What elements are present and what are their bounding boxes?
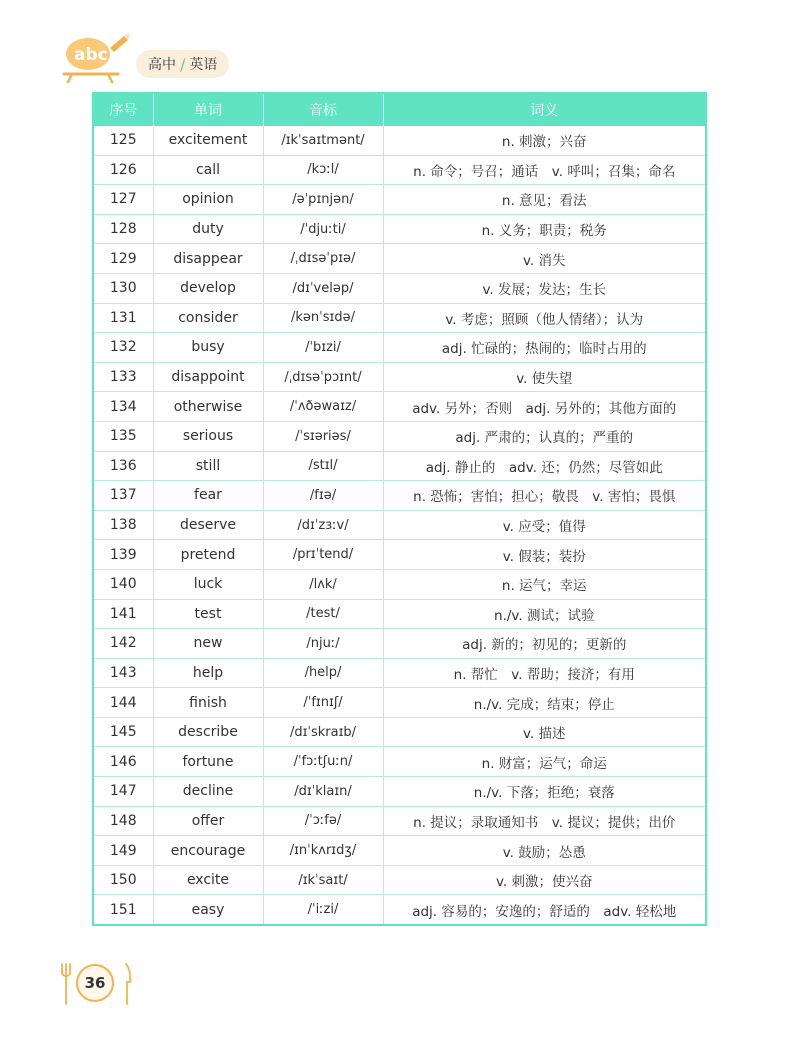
cell-meaning: v. 消失 bbox=[383, 244, 706, 274]
cell-meaning: n./v. 完成；结束；停止 bbox=[383, 688, 706, 718]
cell-number: 150 bbox=[93, 865, 153, 895]
cell-meaning: n./v. 下落；拒绝；衰落 bbox=[383, 777, 706, 807]
cell-word: fear bbox=[153, 481, 263, 511]
cell-phonetic: /lʌk/ bbox=[263, 569, 383, 599]
table-row bbox=[93, 836, 706, 866]
cell-number: 128 bbox=[93, 214, 153, 244]
cell-number: 141 bbox=[93, 599, 153, 629]
cell-meaning: n. 提议；录取通知书 v. 提议；提供；出价 bbox=[383, 806, 706, 836]
cell-number: 135 bbox=[93, 421, 153, 451]
cell-phonetic: /ɪnˈkʌrɪdʒ/ bbox=[263, 836, 383, 866]
cell-number: 145 bbox=[93, 717, 153, 747]
cell-number: 144 bbox=[93, 688, 153, 718]
table-row bbox=[93, 214, 706, 244]
cell-phonetic: /ˈɔːfə/ bbox=[263, 806, 383, 836]
cell-number: 132 bbox=[93, 333, 153, 363]
cell-meaning: n. 命令；号召；通话 v. 呼叫；召集；命名 bbox=[383, 155, 706, 185]
cell-word: disappear bbox=[153, 244, 263, 274]
cell-number: 131 bbox=[93, 303, 153, 333]
table-row bbox=[93, 392, 706, 422]
table-row bbox=[93, 244, 706, 274]
cell-word: finish bbox=[153, 688, 263, 718]
separator: / bbox=[180, 54, 186, 74]
cell-meaning: n. 义务；职责；税务 bbox=[383, 214, 706, 244]
cell-number: 130 bbox=[93, 273, 153, 303]
cell-word: help bbox=[153, 658, 263, 688]
cell-phonetic: /ˈʌðəwaɪz/ bbox=[263, 392, 383, 422]
cell-number: 139 bbox=[93, 540, 153, 570]
cell-word: luck bbox=[153, 569, 263, 599]
cell-meaning: adj. 忙碌的；热闹的；临时占用的 bbox=[383, 333, 706, 363]
header-word: 单词 bbox=[153, 93, 263, 126]
table-row bbox=[93, 362, 706, 392]
cell-word: new bbox=[153, 629, 263, 659]
cell-phonetic: /dɪˈzɜːv/ bbox=[263, 510, 383, 540]
cell-number: 148 bbox=[93, 806, 153, 836]
cell-meaning: adv. 另外；否则 adj. 另外的；其他方面的 bbox=[383, 392, 706, 422]
cell-word: excite bbox=[153, 865, 263, 895]
table-row bbox=[93, 540, 706, 570]
cell-meaning: v. 假装；装扮 bbox=[383, 540, 706, 570]
cell-number: 147 bbox=[93, 777, 153, 807]
table-row bbox=[93, 658, 706, 688]
cell-meaning: n. 恐怖；害怕；担心；敬畏 v. 害怕；畏惧 bbox=[383, 481, 706, 511]
cell-number: 151 bbox=[93, 895, 153, 925]
cell-phonetic: /test/ bbox=[263, 599, 383, 629]
table-row bbox=[93, 333, 706, 363]
subject-badge bbox=[136, 50, 229, 78]
header-phonetic: 音标 bbox=[263, 93, 383, 126]
cell-meaning: n./v. 测试；试验 bbox=[383, 599, 706, 629]
table-row bbox=[93, 569, 706, 599]
cell-meaning: v. 使失望 bbox=[383, 362, 706, 392]
table-row bbox=[93, 421, 706, 451]
table-row bbox=[93, 777, 706, 807]
cell-phonetic: /help/ bbox=[263, 658, 383, 688]
cell-meaning: adj. 容易的；安逸的；舒适的 adv. 轻松地 bbox=[412, 903, 677, 920]
table-row bbox=[93, 599, 706, 629]
cell-word: disappoint bbox=[153, 362, 263, 392]
cell-meaning: v. 鼓励；怂恿 bbox=[383, 836, 706, 866]
cell-number: 125 bbox=[93, 126, 153, 155]
cell-word: encourage bbox=[153, 836, 263, 866]
cell-phonetic: /əˈpɪnjən/ bbox=[263, 185, 383, 215]
cell-meaning: v. 描述 bbox=[383, 717, 706, 747]
cell-word: call bbox=[153, 155, 263, 185]
table-row bbox=[93, 451, 706, 481]
cell-word: serious bbox=[153, 421, 263, 451]
table-row bbox=[93, 895, 706, 925]
table-row bbox=[93, 155, 706, 185]
level-label: 高中 bbox=[148, 57, 176, 73]
table-row bbox=[93, 510, 706, 540]
cell-phonetic: /stɪl/ bbox=[263, 451, 383, 481]
cell-word: describe bbox=[153, 717, 263, 747]
cell-phonetic: /ˈdjuːti/ bbox=[263, 214, 383, 244]
cell-phonetic: /kɔːl/ bbox=[263, 155, 383, 185]
cell-meaning: n. 帮忙 v. 帮助；接济；有用 bbox=[383, 658, 706, 688]
cell-word: decline bbox=[153, 777, 263, 807]
header-number: 序号 bbox=[93, 93, 153, 126]
table-row bbox=[93, 273, 706, 303]
cell-phonetic: /ɪkˈsaɪtmənt/ bbox=[263, 126, 383, 155]
cell-number: 134 bbox=[93, 392, 153, 422]
cell-word: opinion bbox=[153, 185, 263, 215]
cell-phonetic: /ˌdɪsəˈpɔɪnt/ bbox=[263, 362, 383, 392]
cell-phonetic: /prɪˈtend/ bbox=[263, 540, 383, 570]
cell-word: fortune bbox=[153, 747, 263, 777]
cell-word: excitement bbox=[153, 126, 263, 155]
cell-phonetic: /ˈfɔːtʃuːn/ bbox=[263, 747, 383, 777]
cell-number: 149 bbox=[93, 836, 153, 866]
cell-word: still bbox=[153, 451, 263, 481]
subject-label: 英语 bbox=[189, 57, 218, 73]
cell-meaning: adj. 新的；初见的；更新的 bbox=[383, 629, 706, 659]
table-row bbox=[93, 126, 706, 155]
table-row bbox=[93, 481, 706, 511]
logo-text: abc bbox=[74, 45, 108, 65]
cell-phonetic: /ˈiːzi/ bbox=[263, 895, 383, 925]
cell-meaning: v. 考虑；照顾（他人情绪）；认为 bbox=[383, 303, 706, 333]
cell-word: duty bbox=[153, 214, 263, 244]
cell-meaning: v. 刺激；使兴奋 bbox=[383, 865, 706, 895]
cell-phonetic: /kənˈsɪdə/ bbox=[263, 303, 383, 333]
table-row bbox=[93, 717, 706, 747]
table-row bbox=[93, 629, 706, 659]
cell-meaning: n. 运气；幸运 bbox=[383, 569, 706, 599]
cell-number: 143 bbox=[93, 658, 153, 688]
cell-word: develop bbox=[153, 273, 263, 303]
cell-number: 142 bbox=[93, 629, 153, 659]
cell-meaning: v. 发展；发达；生长 bbox=[383, 273, 706, 303]
cell-phonetic: /ˈfɪnɪʃ/ bbox=[263, 688, 383, 718]
cell-meaning: n. 财富；运气；命运 bbox=[383, 747, 706, 777]
cell-word: otherwise bbox=[153, 392, 263, 422]
cell-word: deserve bbox=[153, 510, 263, 540]
cell-meaning: adj. 静止的 adv. 还；仍然；尽管如此 bbox=[383, 451, 706, 481]
knife-icon bbox=[122, 962, 132, 1006]
cell-number: 136 bbox=[93, 451, 153, 481]
cell-phonetic: /ˈsɪəriəs/ bbox=[263, 421, 383, 451]
page-header bbox=[58, 28, 358, 88]
cell-meaning: v. 应受；值得 bbox=[383, 510, 706, 540]
cell-word: busy bbox=[153, 333, 263, 363]
cell-number: 146 bbox=[93, 747, 153, 777]
cell-phonetic: /ˈbɪzi/ bbox=[263, 333, 383, 363]
header-meaning: 词义 bbox=[383, 93, 706, 126]
cell-number: 137 bbox=[93, 481, 153, 511]
table-row bbox=[93, 688, 706, 718]
cell-phonetic: /ˌdɪsəˈpɪə/ bbox=[263, 244, 383, 274]
cell-word: pretend bbox=[153, 540, 263, 570]
cell-word: easy bbox=[153, 895, 263, 925]
vocabulary-table bbox=[92, 92, 707, 926]
page-footer bbox=[60, 962, 134, 1006]
cell-number: 126 bbox=[93, 155, 153, 185]
table-row bbox=[93, 303, 706, 333]
cell-phonetic: /dɪˈskraɪb/ bbox=[263, 717, 383, 747]
table-header-row bbox=[93, 93, 706, 126]
cell-meaning: n. 意见；看法 bbox=[383, 185, 706, 215]
cell-number: 140 bbox=[93, 569, 153, 599]
table-row bbox=[93, 806, 706, 836]
table-row bbox=[93, 747, 706, 777]
cell-meaning: n. 刺激；兴奋 bbox=[383, 126, 706, 155]
table-row bbox=[93, 865, 706, 895]
cell-number: 138 bbox=[93, 510, 153, 540]
cell-word: consider bbox=[153, 303, 263, 333]
table-row bbox=[93, 185, 706, 215]
abc-logo-icon bbox=[58, 28, 134, 84]
cell-word: test bbox=[153, 599, 263, 629]
cell-number: 129 bbox=[93, 244, 153, 274]
cell-phonetic: /fɪə/ bbox=[263, 481, 383, 511]
cell-number: 133 bbox=[93, 362, 153, 392]
cell-word: offer bbox=[153, 806, 263, 836]
cell-phonetic: /dɪˈklaɪn/ bbox=[263, 777, 383, 807]
table-body bbox=[93, 126, 706, 925]
cell-phonetic: /njuː/ bbox=[263, 629, 383, 659]
cell-phonetic: /dɪˈveləp/ bbox=[263, 273, 383, 303]
cell-meaning: adj. 严肃的；认真的；严重的 bbox=[383, 421, 706, 451]
cell-number: 127 bbox=[93, 185, 153, 215]
page-number: 36 bbox=[76, 964, 114, 1002]
cell-phonetic: /ɪkˈsaɪt/ bbox=[263, 865, 383, 895]
fork-icon bbox=[60, 962, 72, 1006]
